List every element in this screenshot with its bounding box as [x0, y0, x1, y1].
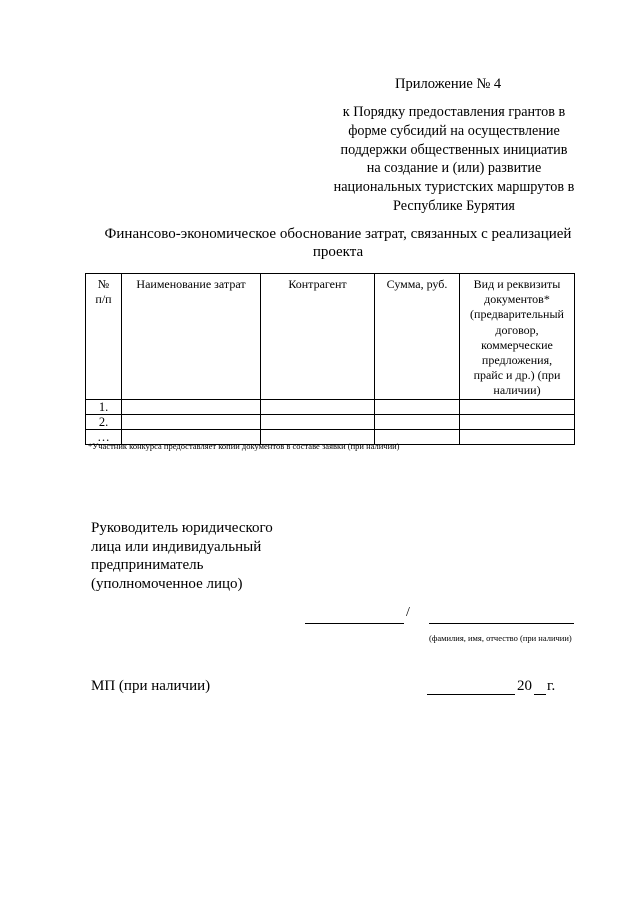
table-cell	[261, 399, 375, 414]
table-cell	[375, 399, 460, 414]
table-cell-number: …	[86, 429, 122, 444]
table-cell-number: 1.	[86, 399, 122, 414]
appendix-reference-line: на создание и (или) развитие	[366, 160, 542, 177]
appendix-reference-line: поддержки общественных инициатив	[340, 141, 568, 158]
full-name-caption: (фамилия, имя, отчество (при наличии)	[429, 633, 572, 643]
table-cell	[122, 399, 261, 414]
date-year-prefix: 20	[517, 678, 532, 694]
head-position-line: Руководитель юридического	[91, 520, 273, 536]
table-row	[86, 414, 575, 429]
date-day-month-line	[427, 694, 515, 695]
date-year-line	[534, 694, 546, 695]
table-cell-number: 2.	[86, 414, 122, 429]
table-cell	[460, 414, 575, 429]
table-cell	[460, 399, 575, 414]
table-cell	[122, 414, 261, 429]
document-title	[88, 225, 588, 261]
head-position-line: (уполномоченное лицо)	[91, 575, 243, 592]
signature-separator: /	[406, 605, 410, 620]
appendix-reference-line: форме субсидий на осуществление	[348, 122, 560, 139]
header-counterparty: Контрагент	[261, 274, 375, 400]
appendix-reference-line: национальных туристских маршрутов в	[333, 179, 575, 196]
header-number: № п/п	[86, 274, 122, 400]
table-footnote: *Участник конкурса предоставляет копии документов в составе заявки (при наличии)	[88, 441, 400, 451]
header-cost-name: Наименование затрат	[122, 274, 261, 400]
date-year-suffix: г.	[547, 678, 556, 694]
appendix-number: Приложение № 4	[395, 76, 502, 92]
appendix-reference	[318, 103, 590, 216]
costs-table	[85, 273, 575, 445]
appendix-reference-line: Республике Бурятия	[393, 197, 515, 214]
full-name-line	[429, 623, 574, 624]
stamp-label: МП (при наличии)	[91, 678, 211, 694]
head-position-line: лица или индивидуальный	[91, 538, 262, 555]
head-position-label	[91, 519, 301, 593]
head-position-line: предприниматель	[91, 557, 204, 573]
document-title-line: Финансово-экономическое обоснование затрат, связанных с реализацией	[104, 226, 572, 242]
table-header-row	[86, 274, 575, 400]
table-cell	[261, 414, 375, 429]
table-cell	[460, 429, 575, 444]
document-title-line: проекта	[312, 244, 364, 260]
appendix-reference-line: к Порядку предоставления грантов в	[342, 104, 566, 120]
header-amount: Сумма, руб.	[375, 274, 460, 400]
table-row	[86, 399, 575, 414]
table-cell	[375, 414, 460, 429]
signature-line	[305, 623, 404, 624]
header-documents: Вид и реквизиты документов* (предварительный договор, коммерческие предложения, прайс и др.) (при наличии)	[460, 274, 575, 400]
